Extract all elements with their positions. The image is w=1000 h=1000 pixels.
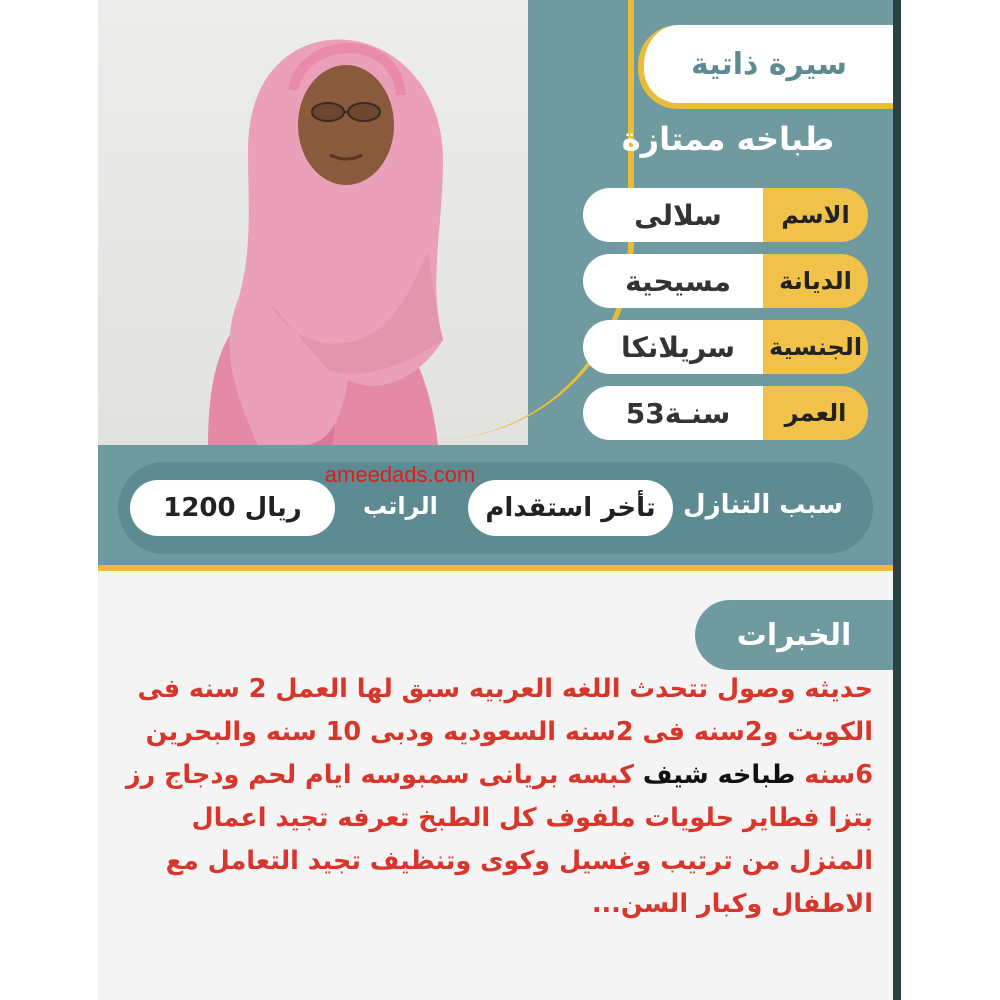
salary-label: الراتب: [363, 492, 438, 520]
field-value: 53سنـة: [583, 386, 773, 440]
field-row-religion: [583, 254, 868, 308]
field-label: العمر: [763, 386, 868, 440]
gold-divider: [98, 565, 893, 571]
cv-title: سيرة ذاتية: [638, 25, 893, 109]
experience-text-part: حديثه وصول تتحدث اللغه العربيه سبق لها العمل 2 سنه فى الكويت و2سنه فى 2سنه السعوديه ودبى 10 سنه والبحرين 6سنه: [137, 674, 873, 790]
right-edge-bar: [893, 0, 901, 1000]
field-value: مسيحية: [583, 254, 773, 308]
field-label: الجنسية: [763, 320, 868, 374]
experience-text-part: كبسه بريانى سمبوسه ايام لحم ودجاج رز بتزا فطاير حلويات ملفوف كل الطبخ تعرفه تجيد اعمال المنزل من ترتيب وغسيل وكوى وتنظيف تجيد التعامل مع الاطفال وكبار السن...: [125, 760, 873, 919]
field-value: سريلانكا: [583, 320, 773, 374]
field-value: سلالى: [583, 188, 773, 242]
field-row-nationality: [583, 320, 868, 374]
watermark-text: ameedads.com: [324, 462, 476, 487]
job-subtitle: طباخه ممتازة: [621, 120, 835, 158]
reason-value: تأخر استقدام: [468, 480, 673, 536]
field-row-name: [583, 188, 868, 242]
salary-value: 1200 ريال: [130, 480, 335, 536]
field-label: الاسم: [763, 188, 868, 242]
field-row-age: [583, 386, 868, 440]
field-label: الديانة: [763, 254, 868, 308]
experience-text: [123, 668, 873, 926]
cv-card: [98, 0, 893, 1000]
experience-heading: الخبرات: [695, 600, 893, 670]
reason-label: سبب التنازل: [683, 490, 843, 520]
experience-highlight: طباخه شيف: [642, 760, 796, 790]
